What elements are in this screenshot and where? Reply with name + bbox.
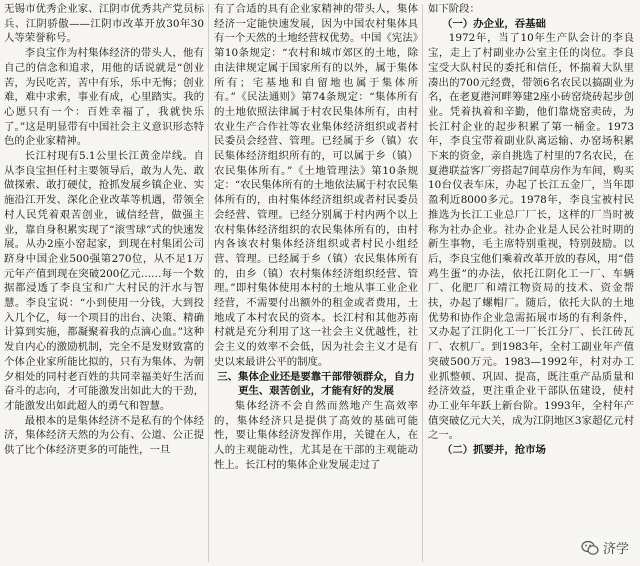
text-column-2 xyxy=(214,2,418,564)
column-divider xyxy=(422,4,423,562)
text-column-1 xyxy=(4,2,204,564)
paragraph: 有了合适的具有企业家精神的带头人，集体经济一定能快速发展，因为中国农村集体具有一个天然的土地经营权优势。中国《宪法》第10条规定：“农村和城市郊区的土地，除由法律规定属于国家所有的以外，属于集体所有；宅基地和自留地也属于集体所有。”《民法通则》第74条规定：“集体所有的土地依照法律属于村农民集体所有，由村农业生产合作社等农业集体经济组织或者村民委员会经营、管理。已经属于乡（镇）农民集体经济组织所有的，可以属于乡（镇）农民集体所有。”《土地管理法》第10条规定：“农民集体所有的土地依法属于村农民集体所有的，由村集体经济组织或者村民委员会经营、管理。已经分别属于村内两个以上农村集体经济组织的农民集体所有的，由村内各该农村集体经济组织或者村民小组经营、管理。已经属于乡（镇）农民集体所有的，由乡（镇）农村集体经济组织经营、管理。”即村集体使用本村的土地从事工业企业经营，不需要付出额外的租金或者费用，土地成了本村农民的资本。长江村和其他苏南村就是充分利用了这一社会主义优越性，社会主义的效率不会低，因为社会主义才是有史以来最讲公平的制度。 xyxy=(214,3,418,368)
watermark xyxy=(578,537,632,558)
section-heading: 三、集体企业还是要靠干部带领群众，自力更生、艰苦创业，才能有好的发展 xyxy=(217,370,415,398)
text-column-3 xyxy=(428,2,634,564)
watermark-text: 济学 xyxy=(602,542,629,557)
paragraph: 如下阶段： xyxy=(428,3,480,15)
paragraph: 1972年，当了10年生产队会计的李良宝，走上了村副业办公室主任的岗位。李良宝受大队村民的委托和信任，怀揣着大队里凑出的700元经费，带领6名农民以搞副业为名，在老夏港河畔筹建2座小砖窑烧砖起步创业。凭着执着和辛勤，他们靠烧窑卖砖，为长江村企业的起步积累了第一桶金。1973年，李良宝带着副业队离运输、办窑场积累下来的资金，亲自挑选了村里的7名农民，在夏港联益客厂旁搭起7间草房作为车间，购买10台仪表车床，办起了长江五金厂，当年即盈利近8000多元。1978年，李良宝被村民推选为长江工业总厂厂长，这样的厂当时被称为社办企业。社办企业是人民公社时期的新生事物，毛主席特别重视，特别鼓励。以后，李良宝他们乘着改革开放的春风，用“借鸡生蛋”的办法，依托江阴化工一厂、车辆厂、化肥厂和靖江物资局的技术、资金帮扶，办起了螺帽厂。随后，依托大队的土地优势和协作企业急需拓展市场的有利条件，又办起了江阴化工一厂长江分厂、长江砖瓦厂、农机厂。到1983年，全村工副业年产值突破500万元。1983—1992年，村对办工业抓整顿、巩固、提高，既注重产品质量和经济效益，更注重企业干部队伍建设，使村办工业年年跃上新台阶。1993年，全村年产值突破亿元大关，成为江阴地区3家超亿元村之一。 xyxy=(428,32,634,442)
paragraph: 李良宝作为村集体经济的带头人，他有自己的信念和追求，用他的话说就是“创业苦，为民吃苦，苦中有乐，乐中无悔；创业难，难中求索，事业有成，心里踏实。我的心愿只有一个：百姓幸福了，我就快乐了。”这是明显带有中国社会主义意识形态特色的企业家精神。 xyxy=(4,47,204,148)
paragraph: 最根本的是集体经济不是私有的个体经济，集体经济天然的为公有、公道、公正提供了比个体经济更多的可能性，一旦 xyxy=(4,414,204,457)
subsection-heading: （一）办企业，吞基础 xyxy=(442,17,546,30)
subsection-heading: （二）抓要并，抢市场 xyxy=(442,444,546,457)
paragraph: 集体经济不会自然而然地产生高效率的，集体经济只是提供了高效的基础可能性，要让集体经济发挥作用，关键在人，在人的主观能动性，尤其是在干部的主观能动性上。长江村的集体企业发展走过了 xyxy=(214,399,418,471)
column-divider xyxy=(208,4,209,562)
wechat-logo-icon xyxy=(581,540,599,556)
paragraph: 长江村现有5.1公里长江黄金岸线。自从李良宝担任村主要领导后，敢为人先、敢做探索、敢打硬仗，抢抓发展乡镇企业、实施沿江开发、深化企业改革等机遇，带领全村人民凭着艰苦创业，诚信经营，做强主业，靠自身积累实现了“滚雪球”式的快速发展。从办2座小窑起家，到现在村集团公司跻身中国企业500强第270位，从不足1万元年产值到现在突破200亿元……每一个数据都浸透了李良宝和广大村民的汗水与智慧。李良宝说：“小到使用一分钱，大到投入几个亿，每一个项目的出台、决策、精确计算到实施，都凝聚着我的点滴心血。”这种发自内心的激励机制，完全不是发财致富的个体企业家所能比拟的，只有为集体、为朝夕相处的同村老百姓的共同幸福美好生活而奋斗的志向，才可能激发出如此大的干劲，才能激发出如此超人的勇气和智慧。 xyxy=(4,150,204,412)
paragraph: 无锡市优秀企业家、江阴市优秀共产党员标兵、江阴骄傲——江阴市改革开放30年30人等荣誉称号。 xyxy=(4,3,204,45)
